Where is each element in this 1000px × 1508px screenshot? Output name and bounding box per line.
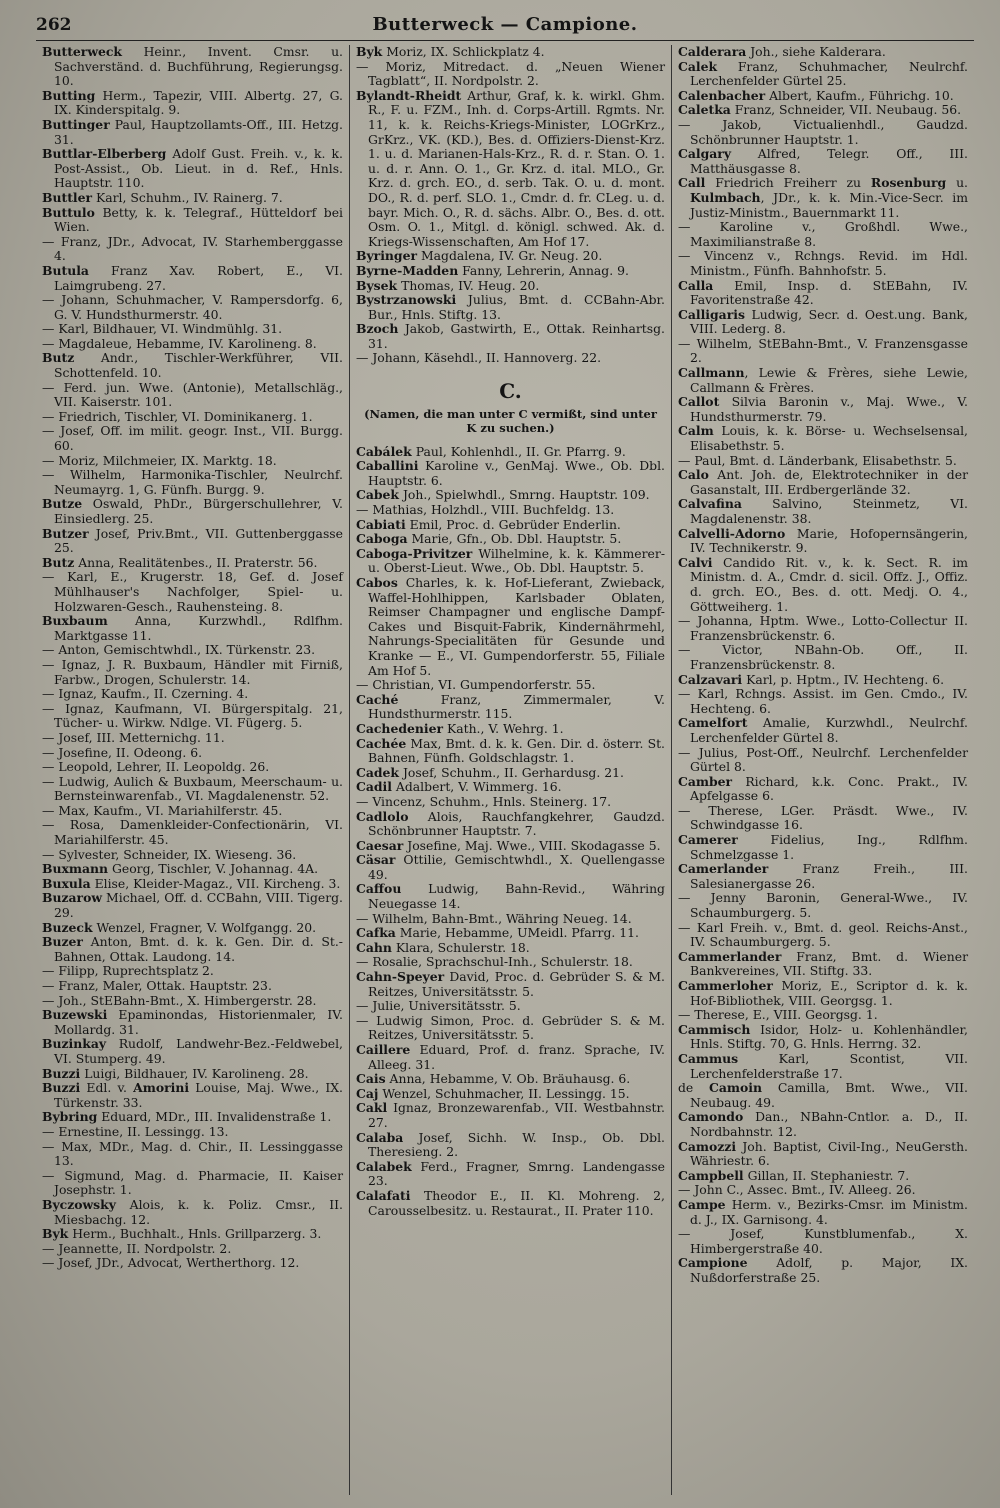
directory-entry: — Mathias, Holzhdl., VIII. Buchfeldg. 13. [356,502,615,518]
directory-entry: — Ignaz, J. R. Buxbaum, Händler mit Firniß, Farbw., Drogen, Schulerstr. 14. [42,656,343,687]
directory-entry: — Julie, Universitätsstr. 5. [356,998,521,1014]
directory-entry: Calvelli-Adorno Marie, Hofopernsängerin, IV. Technikerstr. 9. [678,525,968,556]
directory-entry: Butz Andr., Tischler-Werkführer, VII. Schottenfeld. 10. [42,350,343,381]
directory-entry: — Karl, E., Krugerstr. 18, Gef. d. Josef Mühlhauser's Nachfolger, Spiel- u. Holzwaren-Gesch., Rauhensteing. 8. [42,569,343,614]
directory-entry: — Franz, Maler, Ottak. Hauptstr. 23. [42,978,272,993]
directory-entry: Calenbacher Albert, Kaufm., Führichg. 10. [678,87,954,103]
directory-entry: Call Friedrich Freiherr zu Rosenburg u. Kulmbach, JDr., k. k. Min.-Vice-Secr. im Justiz-Ministm., Bauernmarkt 11. [678,175,968,220]
directory-entry: Byk Moriz, IX. Schlickplatz 4. [356,45,545,59]
directory-entry: Calm Louis, k. k. Börse- u. Wechselsensal, Elisabethstr. 5. [678,423,968,454]
column-2 [350,45,672,1495]
directory-entry: de Camoin Camilla, Bmt. Wwe., VII. Neubaug. 49. [678,1080,968,1110]
directory-entry: Cahn-Speyer David, Proc. d. Gebrüder S. & M. Reitzes, Universitätsstr. 5. [356,969,665,999]
directory-entry: — Karoline v., Großhdl. Wwe., Maximilianstraße 8. [678,219,968,249]
directory-entry: Caché Franz, Zimmermaler, V. Hundsthurmerstr. 115. [356,691,665,722]
directory-entry: Cammus Karl, Scontist, VII. Lerchenfelderstraße 17. [678,1050,968,1081]
directory-entry: Buxbaum Anna, Kurzwhdl., Rdlfhm. Marktgasse 11. [42,613,343,643]
directory-entry: Cakl Ignaz, Bronzewarenfab., VII. Westbahnstr. 27. [356,1100,665,1130]
directory-entry: — Josef, JDr., Advocat, Wertherthorg. 12. [42,1255,300,1271]
directory-entry: Buzewski Epaminondas, Historienmaler, IV. Mollardg. 31. [42,1007,343,1037]
directory-entry: — Victor, NBahn-Ob. Off., II. Franzensbrückenstr. 8. [678,642,968,672]
directory-entry: Byringer Magdalena, IV. Gr. Neug. 20. [356,248,603,264]
directory-entry: — Filipp, Ruprechtsplatz 2. [42,963,214,979]
directory-entry: — Josef, Off. im milit. geogr. Inst., VII. Burgg. 60. [42,423,343,454]
directory-entry: — Friedrich, Tischler, VI. Dominikanerg. 1. [42,408,313,424]
directory-entry: — Moriz, Mitredact. d. „Neuen Wiener Tagblatt“, II. Nordpolstr. 2. [356,58,665,89]
directory-entry: Byk Herm., Buchhalt., Hnls. Grillparzerg. 3. [42,1226,322,1242]
directory-entry: Caballini Karoline v., GenMaj. Wwe., Ob. Dbl. Hauptstr. 6. [356,458,665,488]
directory-entry: Cammerlander Franz, Bmt. d. Wiener Bankvereines, VII. Stiftg. 33. [678,948,968,979]
directory-entry: — Josef, III. Metternichg. 11. [42,729,225,745]
directory-entry: Bystrzanowski Julius, Bmt. d. CCBahn-Abr. Bur., Hnls. Stiftg. 13. [356,292,665,322]
directory-entry: — Joh., StEBahn-Bmt., X. Himbergerstr. 28. [42,992,317,1008]
directory-entry: Cais Anna, Hebamme, V. Ob. Bräuhausg. 6. [356,1071,631,1087]
directory-entry: — Josefine, II. Odeong. 6. [42,744,203,760]
directory-entry: Caletka Franz, Schneider, VII. Neubaug. 56. [678,102,962,118]
directory-entry: — Vincenz v., Rchngs. Revid. im Hdl. Ministm., Fünfh. Bahnhofstr. 5. [678,248,968,278]
directory-entry: — Jakob, Victualienhdl., Gaudzd. Schönbrunner Hauptstr. 1. [678,116,968,147]
directory-entry: Camber Richard, k.k. Conc. Prakt., IV. Apfelgasse 6. [678,773,968,804]
page-header [36,14,974,41]
directory-entry: — Karl, Bildhauer, VI. Windmühlg. 31. [42,321,283,337]
directory-entry: Calo Ant. Joh. de, Elektrotechniker in der Gasanstalt, III. Erdbergerlände 32. [678,467,968,497]
directory-entry: Buttinger Paul, Hauptzollamts-Off., III. Hetzg. 31. [42,116,343,147]
directory-entry: Callmann, Lewie & Frères, siehe Lewie, Callmann & Frères. [678,365,968,395]
directory-entry: Calek Franz, Schuhmacher, Neulrchf. Lerchenfelder Gürtel 25. [678,58,968,89]
directory-entry: Buxmann Georg, Tischler, V. Johannag. 4A. [42,861,319,877]
directory-entry: Cabos Charles, k. k. Hof-Lieferant, Zwieback, Waffel-Hohlhippen, Karlsbader Oblaten, Reimser Champagner und englische Dampf-Cakes und Bisquit-Fabrik, Kindernährmehl, Nahrungs-Specialitäten für Gesunde und Kranke — E., VI. Gumpendorferstr. 55, Filiale Am Hof 5. [356,575,665,678]
directory-entry: Camelfort Amalie, Kurzwhdl., Neulrchf. Lerchenfelder Gürtel 8. [678,715,968,745]
directory-entry: Calderara Joh., siehe Kalderara. [678,45,886,59]
directory-entry: — Johann, Schuhmacher, V. Rampersdorfg. 6, G. V. Hundsthurmerstr. 40. [42,292,343,322]
directory-entry: Buzarow Michael, Off. d. CCBahn, VIII. Tigerg. 29. [42,890,343,921]
directory-entry: — Karl, Rchngs. Assist. im Gen. Cmdo., IV. Hechteng. 6. [678,686,968,716]
directory-entry: — Wilhelm, StEBahn-Bmt., V. Franzensgasse 2. [678,335,968,366]
directory-entry: — Josef, Kunstblumenfab., X. Himbergerstraße 40. [678,1226,968,1256]
directory-entry: — Johanna, Hptm. Wwe., Lotto-Collectur II. Franzensbrückenstr. 6. [678,613,968,643]
directory-entry: Buttulo Betty, k. k. Telegraf., Hütteldorf bei Wien. [42,204,343,235]
directory-entry: — Magdaleue, Hebamme, IV. Karolineng. 8. [42,335,317,351]
directory-entry: Bylandt-Rheidt Arthur, Graf, k. k. wirkl. Ghm. R., F. u. FZM., Inh. d. Corps-Artill. Rgmts. Nr. 11, k. k. Reichs-Kriegs-Minister, LOGrKrz., GrKrz., VK. (KD.), Bes. d. Offiziers-Dienst-Krz. 1. u. d. Marianen-Hals-Krz., R. d. r. Stan. O. 1. u. d. r. Ann. O. 1., Gr. Krz. d. ital. MLO., Gr. Krz. d. grch. EO., d. serb. Tak. O. u. d. mont. DO., R. d. perf. SLO. 1., Cmdr. d. fr. CLeg. u. d. bayr. Mich. O., R. d. sächs. Albr. O., Bes. d. ott. Osm. O. 1., Mitgl. d. königl. schwed. Ak. d. Kriegs-Wissenschaften, Am Hof 17. [356,87,665,249]
directory-entry: — Leopold, Lehrer, II. Leopoldg. 26. [42,759,270,775]
directory-entry: Buttler Karl, Schuhm., IV. Rainerg. 7. [42,189,283,205]
directory-entry: Butting Herm., Tapezir, VIII. Albertg. 27, G. IX. Kinderspitalg. 9. [42,87,343,118]
directory-entry: Caillere Eduard, Prof. d. franz. Sprache, IV. Alleeg. 31. [356,1042,665,1072]
directory-entry: Cafka Marie, Hebamme, UMeidl. Pfarrg. 11. [356,925,639,941]
columns [36,45,974,1495]
directory-entry: Cahn Klara, Schulerstr. 18. [356,939,530,955]
directory-entry: — Wilhelm, Bahn-Bmt., Währing Neueg. 14. [356,910,632,926]
directory-entry: Calvi Candido Rit. v., k. k. Sect. R. im Ministm. d. A., Cmdr. d. sicil. Offz. J., Offiz. d. grch. EO., Bes. d. ott. Medj. O. 4., Göttweiherg. 1. [678,554,968,614]
directory-entry: Cammisch Isidor, Holz- u. Kohlenhändler, Hnls. Stiftg. 70, G. Hnls. Herrng. 32. [678,1021,968,1052]
section-letter: C. [499,379,522,404]
directory-entry: Buzer Anton, Bmt. d. k. k. Gen. Dir. d. St.-Bahnen, Ottak. Laudong. 14. [42,934,343,964]
directory-entry: — Ignaz, Kaufm., II. Czerning. 4. [42,686,249,702]
column-1 [36,45,350,1495]
directory-entry: Cachée Max, Bmt. d. k. k. Gen. Dir. d. österr. St. Bahnen, Fünfh. Goldschlagstr. 1. [356,735,665,766]
directory-entry: — Ferd. jun. Wwe. (Antonie), Metallschläg., VII. Kaiserstr. 101. [42,379,343,410]
directory-entry: Buttlar-Elberberg Adolf Gust. Freih. v., k. k. Post-Assist., Ob. Lieut. in d. Ref., Hnls. Hauptstr. 110. [42,146,343,191]
directory-entry: Camozzi Joh. Baptist, Civil-Ing., NeuGersth. Währiestr. 6. [678,1138,968,1169]
column-3 [672,45,974,1495]
directory-entry: Calabek Ferd., Fragner, Smrng. Landengasse 23. [356,1158,665,1189]
directory-entry: Byczowsky Alois, k. k. Poliz. Cmsr., II. Miesbachg. 12. [42,1196,343,1227]
directory-entry: — Max, Kaufm., VI. Mariahilferstr. 45. [42,802,283,818]
directory-entry: — Therese, LGer. Präsdt. Wwe., IV. Schwindgasse 16. [678,802,968,833]
directory-entry: Butz Anna, Realitätenbes., II. Praterstr. 56. [42,554,318,570]
directory-entry: — Paul, Bmt. d. Länderbank, Elisabethstr. 5. [678,452,957,468]
directory-entry: — Ignaz, Kaufmann, VI. Bürgerspitalg. 21, Tücher- u. Wirkw. Ndlge. VI. Fügerg. 5. [42,700,343,731]
directory-entry: Cabek Joh., Spielwhdl., Smrng. Hauptstr. 109. [356,487,650,503]
directory-entry: Camondo Dan., NBahn-Cntlor. a. D., II. Nordbahnstr. 12. [678,1109,968,1139]
directory-entry: Cadil Adalbert, V. Wimmerg. 16. [356,779,562,795]
directory-entry: — John C., Assec. Bmt., IV. Alleeg. 26. [678,1182,916,1198]
directory-entry: — Julius, Post-Off., Neulrchf. Lerchenfelder Gürtel 8. [678,744,968,775]
directory-entry: — Franz, JDr., Advocat, IV. Starhemberggasse 4. [42,233,343,264]
directory-entry: Caboga Marie, Gfn., Ob. Dbl. Hauptstr. 5. [356,531,622,547]
directory-entry: Calvafina Salvino, Steinmetz, VI. Magdalenenstr. 38. [678,496,968,526]
directory-entry: Calligaris Ludwig, Secr. d. Oest.ung. Bank, VIII. Lederg. 8. [678,306,968,337]
directory-entry: Bzoch Jakob, Gastwirth, E., Ottak. Reinhartsg. 31. [356,321,665,351]
directory-entry: — Jenny Baronin, General-Wwe., IV. Schaumburgerg. 5. [678,890,968,921]
directory-entry: Buzzi Luigi, Bildhauer, IV. Karolineng. 28. [42,1065,309,1081]
directory-entry: Butze Oswald, PhDr., Bürgerschullehrer, V. Einsiedlerg. 25. [42,496,343,526]
page-number: 262 [36,15,72,35]
directory-entry: Byrne-Madden Fanny, Lehrerin, Annag. 9. [356,262,629,278]
directory-entry: Cabiati Emil, Proc. d. Gebrüder Enderlin. [356,516,621,532]
directory-entry: Campione Adolf, p. Major, IX. Nußdorferstraße 25. [678,1255,968,1285]
directory-entry: Camerer Fidelius, Ing., Rdlfhm. Schmelzgasse 1. [678,832,968,862]
directory-entry: Cachedenier Kath., V. Wehrg. 1. [356,720,564,736]
directory-entry: Calaba Josef, Sichh. W. Insp., Ob. Dbl. Theresieng. 2. [356,1129,665,1160]
directory-entry: — Rosa, Damenkleider-Confectionärin, VI. Mariahilferstr. 45. [42,817,343,848]
directory-entry: Buxula Elise, Kleider-Magaz., VII. Kircheng. 3. [42,875,341,891]
directory-entry: Cabálek Paul, Kohlenhdl., II. Gr. Pfarrg. 9. [356,443,626,459]
directory-entry: Calgary Alfred, Telegr. Off., III. Matthäusgasse 8. [678,146,968,176]
directory-entry: Callot Silvia Baronin v., Maj. Wwe., V. Hundsthurmerstr. 79. [678,394,968,424]
directory-entry: Calzavari Karl, p. Hptm., IV. Hechteng. 6. [678,671,945,687]
directory-entry: Butzer Josef, Priv.Bmt., VII. Guttenberggasse 25. [42,525,343,556]
directory-entry: — Max, MDr., Mag. d. Chir., II. Lessinggasse 13. [42,1138,343,1169]
directory-entry: Campe Herm. v., Bezirks-Cmsr. im Ministm. d. J., IX. Garnisong. 4. [678,1196,968,1227]
directory-entry: Buzinkay Rudolf, Landwehr-Bez.-Feldwebel, VI. Stumperg. 49. [42,1036,343,1066]
directory-entry: — Rosalie, Sprachschul-Inh., Schulerstr. 18. [356,954,633,970]
directory-entry: Caboga-Privitzer Wilhelmine, k. k. Kämmerer- u. Oberst-Lieut. Wwe., Ob. Dbl. Hauptstr. 5. [356,545,665,576]
directory-entry: — Wilhelm, Harmonika-Tischler, Neulrchf. Neumayrg. 1, G. Fünfh. Burgg. 9. [42,467,343,497]
directory-entry: Bysek Thomas, IV. Heug. 20. [356,277,540,293]
directory-entry: Butterweck Heinr., Invent. Cmsr. u. Sachverständ. d. Buchführung, Regierungsg. 10. [42,45,343,89]
directory-entry: — Karl Freih. v., Bmt. d. geol. Reichs-Anst., IV. Schaumburgerg. 5. [678,919,968,950]
directory-entry: Butula Franz Xav. Robert, E., VI. Laimgrubeng. 27. [42,262,343,293]
directory-entry: Caesar Josefine, Maj. Wwe., VIII. Skodagasse 5. [356,837,661,853]
directory-entry: Bybring Eduard, MDr., III. Invalidenstraße 1. [42,1109,332,1125]
directory-entry: Caj Wenzel, Schuhmacher, II. Lessingg. 15. [356,1085,630,1101]
directory-entry: Caffou Ludwig, Bahn-Revid., Währing Neuegasse 14. [356,881,665,912]
directory-entry: — Christian, VI. Gumpendorferstr. 55. [356,677,596,693]
directory-entry: Cammerloher Moriz, E., Scriptor d. k. k. Hof-Bibliothek, VIII. Georgsg. 1. [678,978,968,1008]
directory-entry: Cadek Josef, Schuhm., II. Gerhardusg. 21. [356,764,624,780]
directory-entry: Camerlander Franz Freih., III. Salesianergasse 26. [678,861,968,891]
directory-entry: Buzeck Wenzel, Fragner, V. Wolfgangg. 20. [42,919,317,935]
directory-entry: Calla Emil, Insp. d. StEBahn, IV. Favoritenstraße 42. [678,277,968,308]
directory-entry: — Sigmund, Mag. d. Pharmacie, II. Kaiser Josephstr. 1. [42,1167,343,1198]
directory-entry: — Johann, Käsehdl., II. Hannoverg. 22. [356,350,602,366]
running-head: Butterweck — Campione. [372,14,638,35]
directory-entry: Cadlolo Alois, Rauchfangkehrer, Gaudzd. Schönbrunner Hauptstr. 7. [356,808,665,839]
directory-entry: — Ludwig, Aulich & Buxbaum, Meerschaum- u. Bernsteinwarenfab., VI. Magdalenenstr. 52. [42,773,343,804]
directory-entry: — Sylvester, Schneider, IX. Wieseng. 36. [42,846,297,862]
directory-entry: Buzzi Edl. v. Amorini Louise, Maj. Wwe., IX. Türkenstr. 33. [42,1080,343,1110]
directory-entry: Campbell Gillan, II. Stephaniestr. 7. [678,1167,910,1183]
directory-entry: — Therese, E., VIII. Georgsg. 1. [678,1007,878,1023]
directory-entry: Calafati Theodor E., II. Kl. Mohreng. 2, Carousselbesitz. u. Restaurat., II. Prater 110. [356,1187,665,1218]
directory-entry: — Anton, Gemischtwhdl., IX. Türkenstr. 23. [42,642,316,658]
directory-entry: — Jeannette, II. Nordpolstr. 2. [42,1240,232,1256]
directory-entry: — Vincenz, Schuhm., Hnls. Steinerg. 17. [356,793,612,809]
directory-entry: — Moriz, Milchmeier, IX. Marktg. 18. [42,452,277,468]
directory-entry: Cäsar Ottilie, Gemischtwhdl., X. Quellengasse 49. [356,852,665,882]
section-note: (Namen, die man unter C vermißt, sind unter K zu suchen.) [364,406,657,435]
directory-entry: — Ludwig Simon, Proc. d. Gebrüder S. & M. Reitzes, Universitätsstr. 5. [356,1012,665,1043]
directory-entry: — Ernestine, II. Lessingg. 13. [42,1123,229,1139]
